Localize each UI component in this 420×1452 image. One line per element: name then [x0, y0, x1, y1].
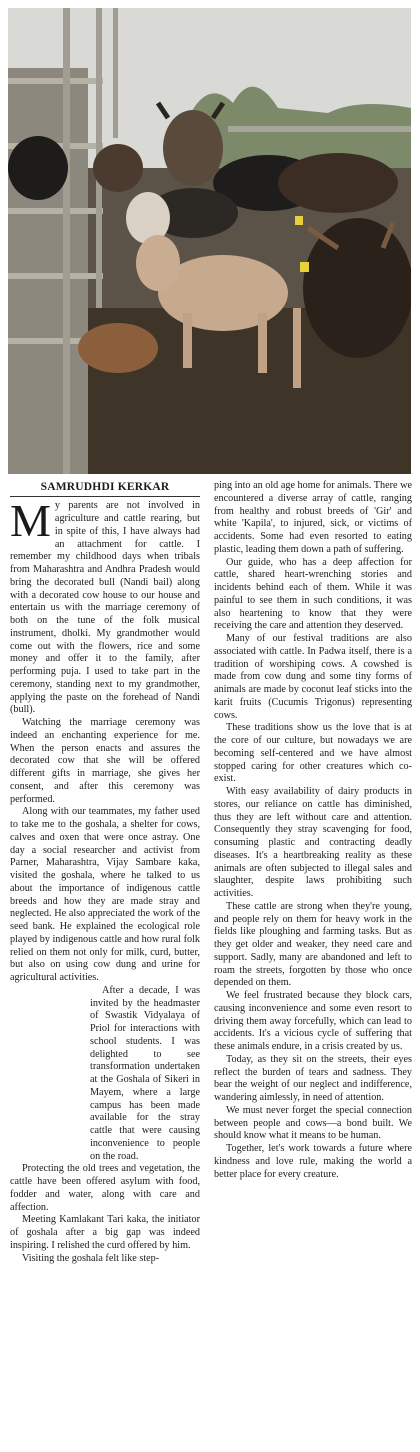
article-paragraph: These traditions show us the love that is at the core of our culture, but nowadays we are becoming self-centered and we have almost stopped caring for other creatures which co-exist. — [214, 722, 412, 785]
byline: SAMRUDHDI KERKAR — [10, 480, 200, 497]
article-paragraph: Visiting the goshala felt like step- — [22, 1252, 160, 1264]
cattle-photo-illustration — [8, 8, 411, 474]
article-paragraph: Our guide, who has a deep affection for cattle, shared heart-wrenching stories and incidents behind each of them. While it was painful to see them in such conditions, it was also heartening to know that they were receiving the care and attention they deserved. — [214, 556, 412, 632]
article-left-column — [10, 480, 200, 1446]
article-paragraph: Meeting Kamlakant Tari kaka, the initiator of goshala after a big gap was indeed inspiring. I relished the curd offered by him. — [10, 1214, 200, 1251]
cattle-photo — [8, 8, 411, 474]
article-paragraph: Along with our teammates, my father used to take me to the goshala, a shelter for cows, calves and oxen that were once astray. One day a social researcher and activist from Parner, Maharashtra, Vijay Sambare kaka, visited the goshala, where he talked to us about the importance of indigenous cattle breeds and how they are made stray and neglected. He also appreciated the work of the seed bank. He explained the ecological role played by indigenous cattle and how rural folk relied on them not only for milk, curd, butter, but also on using cow dung and urine for agricultural activities. — [10, 806, 200, 984]
article-paragraph: We feel frustrated because they block cars, causing inconvenience and some even resort to driving them away forcefully, which can lead to accidents. It's a vicious cycle of suffering that these animals endure, in a crisis created by us. — [214, 990, 412, 1052]
article-paragraph: ping into an old age home for animals. There we encountered a diverse array of cattle, ranging from healthy and robust breeds of 'Gir' and white 'Kapila', to injured, sick, or victims of accidents. Some had even resorted to eating plastic, leading them down a path of suffering. — [214, 480, 412, 555]
paragraph-text: y parents are not involved in agriculture and cattle rearing, but in spite of this, I have always had an attachment for cattle. I remember my childhood days when tribals from Maharashtra and Andhra Pradesh would bring the decorated bull (Nandi bail) along with a decorated cow house to our house and entertain us with the marriage ceremony of both on the tune of the folk musical instrument, dholki. My grandmother would come out with the flowers, rice and some money and offer it to the family, after performing puja. I used to take part in the ceremony, standing next to my grandmother, applying the paste on the forehead of Nandi (bull). — [10, 500, 200, 716]
article-right-column — [214, 480, 412, 1446]
article-paragraph: We must never forget the special connection between people and cows—a bond built. We should know what it means to be human. — [214, 1104, 412, 1142]
article-paragraph: Together, let's work towards a future where kindness and love rule, making the world a better place for every creature. — [214, 1143, 412, 1180]
article-paragraph: After a decade, I was invited by the headmaster of Swastik Vidyalaya of Priol for interactions with school students. I was delighted to see transformation undertaken at the Goshala of Sikeri in Mayem, where a large campus has been made available for the stray cattle that were causing inconvenience to people on the road. — [90, 984, 200, 1162]
article-paragraph: Today, as they sit on the streets, their eyes reflect the burden of tears and sadness. They bear the weight of our neglect and indifference, wandering aimlessly, in need of attention. — [214, 1053, 412, 1103]
article-paragraph: These cattle are strong when they're young, and people rely on them for heavy work in the fields like ploughing and farming tasks. But as they get older and weaker, they need care and support. Sadly, many are abandoned and left to roam the streets, forgotten by those who once depended on them. — [214, 900, 412, 989]
article-paragraph: Watching the marriage ceremony was indeed an enchanting experience for me. When the person enacts and assures the decorated cow that she will be offered different gifts in marriage, she gives her consent, and after this ceremony was performed. — [10, 717, 200, 805]
article-paragraph: Many of our festival traditions are also associated with cattle. In Padwa itself, there is a tradition of worshiping cows. A cowshed is made from cow dung and some tiny forms of animals are made by coconut leaf sticks into the karit fruits (Cucumis Trigonus) representing cows. — [214, 633, 412, 721]
drop-cap: M — [10, 495, 51, 547]
article-paragraph: Protecting the old trees and vegetation, the cattle have been offered asylum with food, fodder and water, along with care and affection. — [10, 1163, 200, 1213]
article-paragraph: With easy availability of dairy products in stores, our reliance on cattle has diminished, thus they are left without care and attention. Consequently they stray scavenging for food, consuming plastic and contracting deadly diseases. It's a heartbreaking reality as these animals are often subjected to illegal sales and slaughter, despite laws prohibiting such activities. — [214, 786, 412, 899]
article-paragraph — [10, 495, 200, 717]
